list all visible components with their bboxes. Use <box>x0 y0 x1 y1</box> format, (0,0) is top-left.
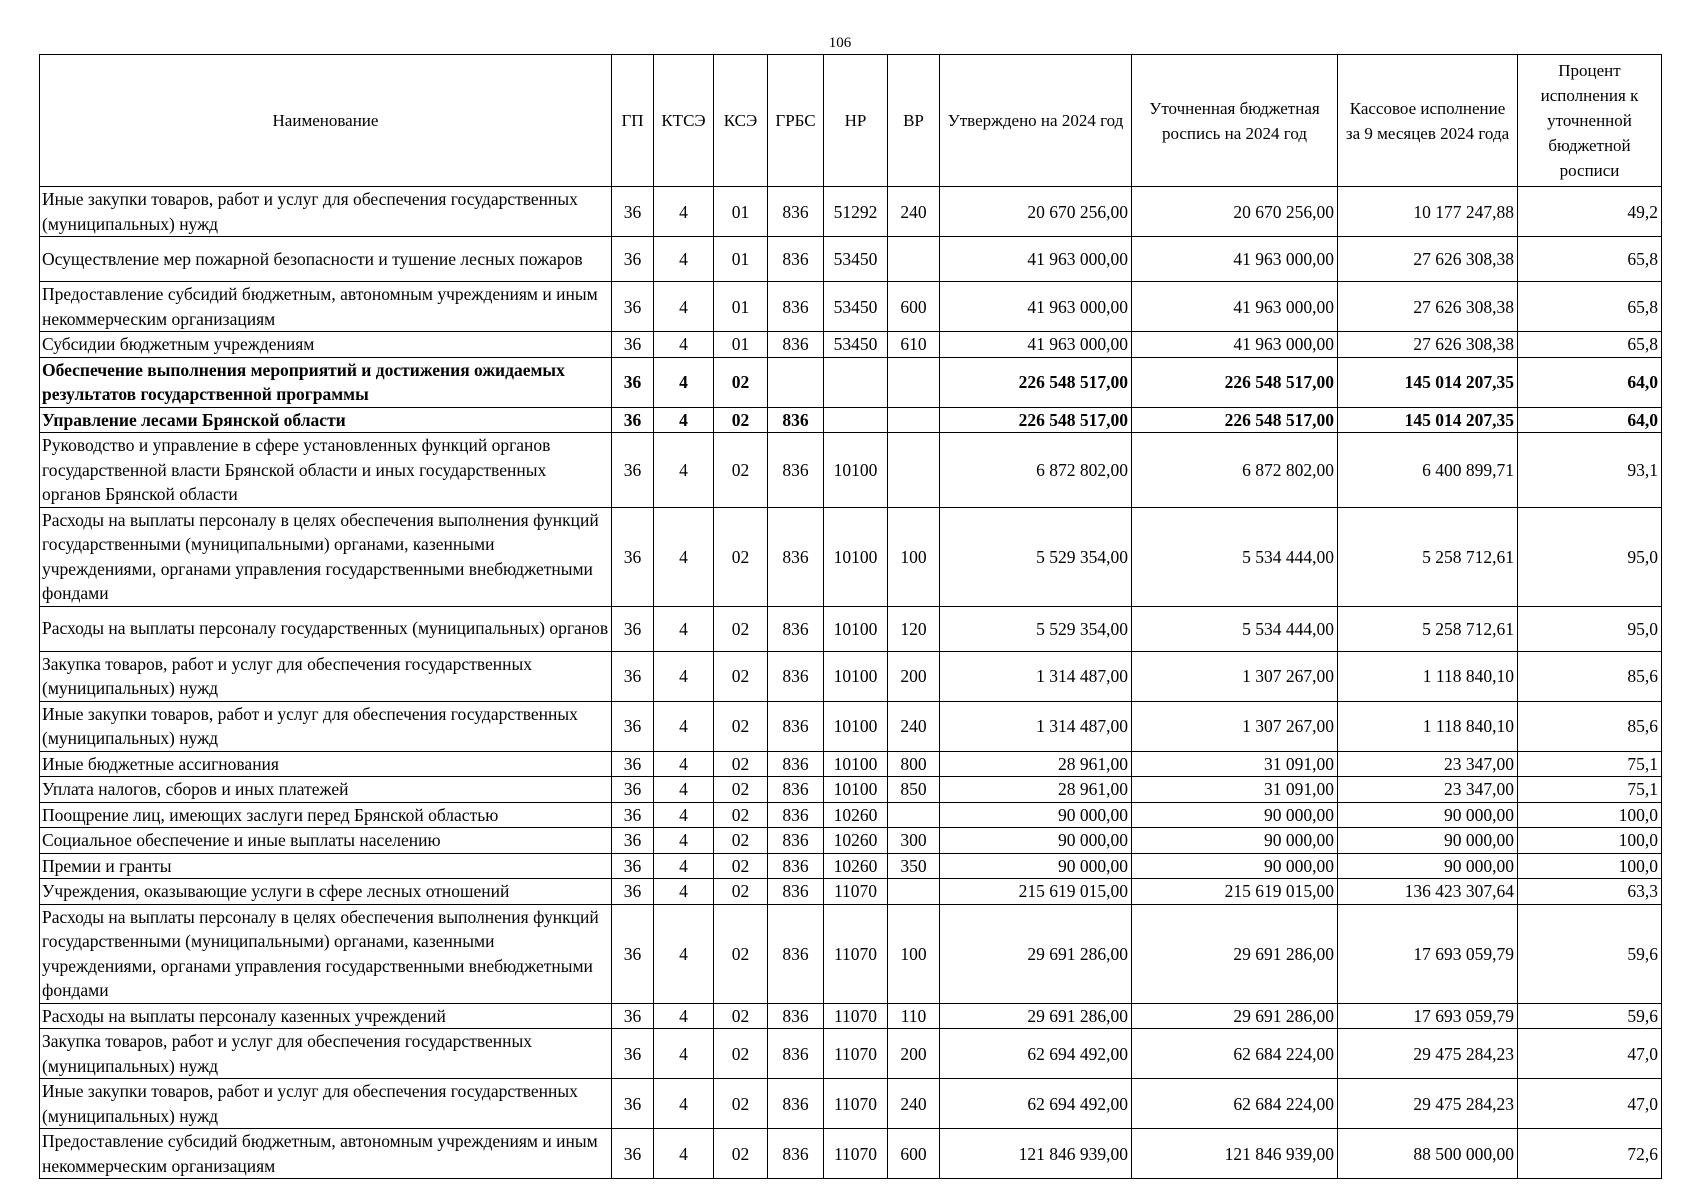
cell-gp: 36 <box>612 1079 654 1129</box>
cell-vr <box>888 237 940 282</box>
cell-gp: 36 <box>612 879 654 905</box>
cell-percent: 100,0 <box>1518 853 1662 879</box>
cell-nr: 53450 <box>824 237 888 282</box>
cell-gp: 36 <box>612 357 654 407</box>
cell-vr: 240 <box>888 701 940 751</box>
cell-cash: 6 400 899,71 <box>1338 433 1518 508</box>
cell-gp: 36 <box>612 828 654 854</box>
cell-kse: 02 <box>714 751 768 777</box>
cell-refined: 31 091,00 <box>1132 751 1338 777</box>
cell-vr: 350 <box>888 853 940 879</box>
cell-approved: 28 961,00 <box>940 777 1132 803</box>
cell-ktse: 4 <box>654 433 714 508</box>
cell-cash: 27 626 308,38 <box>1338 237 1518 282</box>
cell-name: Обеспечение выполнения мероприятий и достижения ожидаемых результатов государственной программы <box>40 357 612 407</box>
cell-percent: 64,0 <box>1518 357 1662 407</box>
cell-cash: 29 475 284,23 <box>1338 1079 1518 1129</box>
table-row <box>40 777 1662 803</box>
cell-kse: 01 <box>714 187 768 237</box>
cell-nr: 10260 <box>824 802 888 828</box>
cell-refined: 226 548 517,00 <box>1132 357 1338 407</box>
table-row <box>40 879 1662 905</box>
header-vr: ВР <box>888 55 940 187</box>
cell-nr: 11070 <box>824 1029 888 1079</box>
cell-approved: 1 314 487,00 <box>940 651 1132 701</box>
cell-name: Предоставление субсидий бюджетным, автономным учреждениям и иным некоммерческим организациям <box>40 1129 612 1179</box>
cell-kse: 02 <box>714 1003 768 1029</box>
cell-refined: 90 000,00 <box>1132 853 1338 879</box>
cell-grbs: 836 <box>768 701 824 751</box>
cell-kse: 02 <box>714 904 768 1003</box>
table-row <box>40 1079 1662 1129</box>
cell-cash: 136 423 307,64 <box>1338 879 1518 905</box>
cell-cash: 90 000,00 <box>1338 853 1518 879</box>
cell-grbs: 836 <box>768 651 824 701</box>
cell-cash: 17 693 059,79 <box>1338 904 1518 1003</box>
cell-grbs: 836 <box>768 777 824 803</box>
cell-percent: 47,0 <box>1518 1079 1662 1129</box>
cell-cash: 1 118 840,10 <box>1338 701 1518 751</box>
cell-grbs: 836 <box>768 1029 824 1079</box>
cell-refined: 226 548 517,00 <box>1132 407 1338 433</box>
cell-nr: 11070 <box>824 1079 888 1129</box>
cell-percent: 63,3 <box>1518 879 1662 905</box>
cell-nr: 53450 <box>824 332 888 358</box>
table-row <box>40 751 1662 777</box>
table-row <box>40 828 1662 854</box>
cell-vr: 850 <box>888 777 940 803</box>
header-approved: Утверждено на 2024 год <box>940 55 1132 187</box>
cell-nr: 10100 <box>824 433 888 508</box>
cell-refined: 62 684 224,00 <box>1132 1029 1338 1079</box>
cell-ktse: 4 <box>654 357 714 407</box>
cell-approved: 62 694 492,00 <box>940 1029 1132 1079</box>
cell-kse: 01 <box>714 332 768 358</box>
cell-ktse: 4 <box>654 332 714 358</box>
table-row <box>40 1129 1662 1179</box>
cell-gp: 36 <box>612 237 654 282</box>
cell-approved: 20 670 256,00 <box>940 187 1132 237</box>
cell-approved: 29 691 286,00 <box>940 1003 1132 1029</box>
cell-name: Иные закупки товаров, работ и услуг для обеспечения государственных (муниципальных) нужд <box>40 187 612 237</box>
cell-name: Поощрение лиц, имеющих заслуги перед Брянской областью <box>40 802 612 828</box>
cell-ktse: 4 <box>654 651 714 701</box>
cell-name: Осуществление мер пожарной безопасности и тушение лесных пожаров <box>40 237 612 282</box>
header-cash: Кассовое исполнение за 9 месяцев 2024 года <box>1338 55 1518 187</box>
cell-cash: 23 347,00 <box>1338 751 1518 777</box>
cell-refined: 5 534 444,00 <box>1132 507 1338 606</box>
cell-refined: 5 534 444,00 <box>1132 606 1338 651</box>
table-row <box>40 507 1662 606</box>
cell-name: Руководство и управление в сфере установленных функций органов государственной власти Брянской области и иных государственных органов Брянской области <box>40 433 612 508</box>
table-row <box>40 1003 1662 1029</box>
table-row <box>40 802 1662 828</box>
cell-nr: 11070 <box>824 879 888 905</box>
cell-grbs: 836 <box>768 802 824 828</box>
cell-vr <box>888 802 940 828</box>
cell-percent: 59,6 <box>1518 904 1662 1003</box>
cell-refined: 215 619 015,00 <box>1132 879 1338 905</box>
cell-name: Иные закупки товаров, работ и услуг для обеспечения государственных (муниципальных) нужд <box>40 701 612 751</box>
cell-vr: 300 <box>888 828 940 854</box>
cell-name: Управление лесами Брянской области <box>40 407 612 433</box>
cell-kse: 02 <box>714 1079 768 1129</box>
cell-refined: 121 846 939,00 <box>1132 1129 1338 1179</box>
cell-approved: 62 694 492,00 <box>940 1079 1132 1129</box>
cell-cash: 10 177 247,88 <box>1338 187 1518 237</box>
cell-nr: 10100 <box>824 751 888 777</box>
cell-nr <box>824 357 888 407</box>
cell-ktse: 4 <box>654 606 714 651</box>
cell-refined: 29 691 286,00 <box>1132 1003 1338 1029</box>
table-row <box>40 187 1662 237</box>
table-row <box>40 282 1662 332</box>
page-number: 106 <box>828 35 852 51</box>
cell-kse: 02 <box>714 1129 768 1179</box>
cell-name: Иные закупки товаров, работ и услуг для обеспечения государственных (муниципальных) нужд <box>40 1079 612 1129</box>
cell-percent: 72,6 <box>1518 1129 1662 1179</box>
cell-kse: 02 <box>714 701 768 751</box>
header-row <box>40 55 1662 187</box>
cell-percent: 75,1 <box>1518 751 1662 777</box>
cell-cash: 27 626 308,38 <box>1338 282 1518 332</box>
cell-cash: 1 118 840,10 <box>1338 651 1518 701</box>
cell-nr: 11070 <box>824 1129 888 1179</box>
cell-grbs: 836 <box>768 507 824 606</box>
header-kse: КСЭ <box>714 55 768 187</box>
cell-ktse: 4 <box>654 777 714 803</box>
cell-percent: 100,0 <box>1518 828 1662 854</box>
cell-vr: 600 <box>888 282 940 332</box>
cell-approved: 121 846 939,00 <box>940 1129 1132 1179</box>
cell-kse: 02 <box>714 507 768 606</box>
cell-approved: 6 872 802,00 <box>940 433 1132 508</box>
cell-grbs: 836 <box>768 606 824 651</box>
cell-kse: 02 <box>714 357 768 407</box>
cell-kse: 01 <box>714 237 768 282</box>
cell-percent: 93,1 <box>1518 433 1662 508</box>
cell-gp: 36 <box>612 433 654 508</box>
cell-vr: 600 <box>888 1129 940 1179</box>
header-grbs: ГРБС <box>768 55 824 187</box>
cell-name: Расходы на выплаты персоналу в целях обеспечения выполнения функций государственными (муниципальными) органами, казенными учреждениями, органами управления государственными внебюджетными фондами <box>40 904 612 1003</box>
cell-name: Уплата налогов, сборов и иных платежей <box>40 777 612 803</box>
cell-grbs: 836 <box>768 853 824 879</box>
cell-gp: 36 <box>612 1029 654 1079</box>
cell-name: Расходы на выплаты персоналу государственных (муниципальных) органов <box>40 606 612 651</box>
cell-name: Социальное обеспечение и иные выплаты населению <box>40 828 612 854</box>
cell-cash: 90 000,00 <box>1338 802 1518 828</box>
cell-grbs: 836 <box>768 751 824 777</box>
cell-ktse: 4 <box>654 853 714 879</box>
cell-vr: 100 <box>888 507 940 606</box>
table-row <box>40 357 1662 407</box>
header-nr: НР <box>824 55 888 187</box>
cell-gp: 36 <box>612 751 654 777</box>
cell-ktse: 4 <box>654 1129 714 1179</box>
cell-grbs: 836 <box>768 187 824 237</box>
cell-percent: 65,8 <box>1518 237 1662 282</box>
cell-ktse: 4 <box>654 1029 714 1079</box>
cell-approved: 29 691 286,00 <box>940 904 1132 1003</box>
table-row <box>40 407 1662 433</box>
cell-kse: 02 <box>714 606 768 651</box>
cell-gp: 36 <box>612 606 654 651</box>
cell-name: Иные бюджетные ассигнования <box>40 751 612 777</box>
cell-vr <box>888 433 940 508</box>
cell-nr: 10100 <box>824 777 888 803</box>
header-name: Наименование <box>40 55 612 187</box>
cell-vr: 110 <box>888 1003 940 1029</box>
cell-refined: 20 670 256,00 <box>1132 187 1338 237</box>
cell-grbs <box>768 357 824 407</box>
cell-gp: 36 <box>612 407 654 433</box>
cell-percent: 100,0 <box>1518 802 1662 828</box>
cell-vr: 120 <box>888 606 940 651</box>
cell-gp: 36 <box>612 651 654 701</box>
table-row <box>40 651 1662 701</box>
cell-approved: 28 961,00 <box>940 751 1132 777</box>
table-row <box>40 332 1662 358</box>
cell-vr: 240 <box>888 187 940 237</box>
cell-approved: 5 529 354,00 <box>940 606 1132 651</box>
table-row <box>40 606 1662 651</box>
cell-ktse: 4 <box>654 282 714 332</box>
cell-cash: 145 014 207,35 <box>1338 407 1518 433</box>
table-row <box>40 237 1662 282</box>
cell-vr <box>888 879 940 905</box>
cell-refined: 31 091,00 <box>1132 777 1338 803</box>
cell-gp: 36 <box>612 332 654 358</box>
cell-cash: 17 693 059,79 <box>1338 1003 1518 1029</box>
cell-approved: 41 963 000,00 <box>940 282 1132 332</box>
cell-refined: 41 963 000,00 <box>1132 282 1338 332</box>
cell-percent: 95,0 <box>1518 507 1662 606</box>
cell-nr: 10100 <box>824 651 888 701</box>
cell-cash: 5 258 712,61 <box>1338 606 1518 651</box>
cell-kse: 02 <box>714 879 768 905</box>
cell-vr: 610 <box>888 332 940 358</box>
cell-grbs: 836 <box>768 433 824 508</box>
cell-name: Расходы на выплаты персоналу казенных учреждений <box>40 1003 612 1029</box>
cell-percent: 95,0 <box>1518 606 1662 651</box>
cell-grbs: 836 <box>768 904 824 1003</box>
cell-refined: 90 000,00 <box>1132 828 1338 854</box>
cell-vr: 240 <box>888 1079 940 1129</box>
cell-nr: 10260 <box>824 853 888 879</box>
cell-kse: 02 <box>714 433 768 508</box>
cell-approved: 41 963 000,00 <box>940 237 1132 282</box>
cell-gp: 36 <box>612 853 654 879</box>
cell-ktse: 4 <box>654 701 714 751</box>
cell-gp: 36 <box>612 507 654 606</box>
cell-gp: 36 <box>612 187 654 237</box>
cell-ktse: 4 <box>654 407 714 433</box>
cell-cash: 27 626 308,38 <box>1338 332 1518 358</box>
table-row <box>40 904 1662 1003</box>
cell-cash: 90 000,00 <box>1338 828 1518 854</box>
cell-approved: 90 000,00 <box>940 853 1132 879</box>
cell-ktse: 4 <box>654 828 714 854</box>
cell-ktse: 4 <box>654 904 714 1003</box>
header-gp: ГП <box>612 55 654 187</box>
cell-vr <box>888 357 940 407</box>
cell-nr: 11070 <box>824 1003 888 1029</box>
cell-nr: 10100 <box>824 701 888 751</box>
cell-percent: 59,6 <box>1518 1003 1662 1029</box>
cell-approved: 90 000,00 <box>940 828 1132 854</box>
table-row <box>40 701 1662 751</box>
cell-refined: 1 307 267,00 <box>1132 701 1338 751</box>
cell-percent: 64,0 <box>1518 407 1662 433</box>
cell-cash: 145 014 207,35 <box>1338 357 1518 407</box>
cell-gp: 36 <box>612 282 654 332</box>
cell-kse: 02 <box>714 802 768 828</box>
cell-nr: 53450 <box>824 282 888 332</box>
cell-name: Учреждения, оказывающие услуги в сфере лесных отношений <box>40 879 612 905</box>
cell-approved: 41 963 000,00 <box>940 332 1132 358</box>
cell-nr: 10100 <box>824 606 888 651</box>
cell-kse: 02 <box>714 853 768 879</box>
cell-vr <box>888 407 940 433</box>
table-row <box>40 853 1662 879</box>
cell-nr: 51292 <box>824 187 888 237</box>
cell-cash: 5 258 712,61 <box>1338 507 1518 606</box>
cell-grbs: 836 <box>768 1079 824 1129</box>
cell-name: Предоставление субсидий бюджетным, автономным учреждениям и иным некоммерческим организациям <box>40 282 612 332</box>
cell-kse: 02 <box>714 828 768 854</box>
cell-percent: 75,1 <box>1518 777 1662 803</box>
cell-cash: 23 347,00 <box>1338 777 1518 803</box>
cell-kse: 02 <box>714 1029 768 1079</box>
cell-approved: 1 314 487,00 <box>940 701 1132 751</box>
cell-nr: 11070 <box>824 904 888 1003</box>
cell-gp: 36 <box>612 802 654 828</box>
cell-percent: 85,6 <box>1518 651 1662 701</box>
cell-percent: 47,0 <box>1518 1029 1662 1079</box>
cell-ktse: 4 <box>654 751 714 777</box>
table-row <box>40 433 1662 508</box>
cell-refined: 41 963 000,00 <box>1132 237 1338 282</box>
cell-ktse: 4 <box>654 1003 714 1029</box>
cell-percent: 65,8 <box>1518 332 1662 358</box>
cell-refined: 6 872 802,00 <box>1132 433 1338 508</box>
cell-ktse: 4 <box>654 237 714 282</box>
cell-ktse: 4 <box>654 187 714 237</box>
cell-grbs: 836 <box>768 1003 824 1029</box>
cell-kse: 02 <box>714 407 768 433</box>
cell-cash: 29 475 284,23 <box>1338 1029 1518 1079</box>
header-refined: Уточненная бюджетная роспись на 2024 год <box>1132 55 1338 187</box>
cell-name: Субсидии бюджетным учреждениям <box>40 332 612 358</box>
cell-grbs: 836 <box>768 407 824 433</box>
cell-percent: 65,8 <box>1518 282 1662 332</box>
cell-name: Закупка товаров, работ и услуг для обеспечения государственных (муниципальных) нужд <box>40 651 612 701</box>
cell-vr: 200 <box>888 651 940 701</box>
cell-refined: 41 963 000,00 <box>1132 332 1338 358</box>
cell-grbs: 836 <box>768 1129 824 1179</box>
cell-grbs: 836 <box>768 879 824 905</box>
cell-approved: 226 548 517,00 <box>940 357 1132 407</box>
header-percent: Процент исполнения к уточненной бюджетной росписи <box>1518 55 1662 187</box>
cell-gp: 36 <box>612 904 654 1003</box>
cell-vr: 100 <box>888 904 940 1003</box>
cell-name: Закупка товаров, работ и услуг для обеспечения государственных (муниципальных) нужд <box>40 1029 612 1079</box>
cell-grbs: 836 <box>768 237 824 282</box>
cell-approved: 226 548 517,00 <box>940 407 1132 433</box>
cell-grbs: 836 <box>768 828 824 854</box>
cell-grbs: 836 <box>768 282 824 332</box>
cell-nr <box>824 407 888 433</box>
cell-kse: 01 <box>714 282 768 332</box>
cell-gp: 36 <box>612 1129 654 1179</box>
cell-refined: 90 000,00 <box>1132 802 1338 828</box>
header-ktse: КТСЭ <box>654 55 714 187</box>
cell-ktse: 4 <box>654 1079 714 1129</box>
cell-gp: 36 <box>612 1003 654 1029</box>
cell-nr: 10100 <box>824 507 888 606</box>
cell-refined: 1 307 267,00 <box>1132 651 1338 701</box>
cell-vr: 200 <box>888 1029 940 1079</box>
cell-grbs: 836 <box>768 332 824 358</box>
cell-nr: 10260 <box>824 828 888 854</box>
cell-gp: 36 <box>612 701 654 751</box>
cell-approved: 90 000,00 <box>940 802 1132 828</box>
cell-percent: 85,6 <box>1518 701 1662 751</box>
table-row <box>40 1029 1662 1079</box>
cell-kse: 02 <box>714 777 768 803</box>
cell-vr: 800 <box>888 751 940 777</box>
cell-ktse: 4 <box>654 802 714 828</box>
cell-refined: 62 684 224,00 <box>1132 1079 1338 1129</box>
cell-name: Расходы на выплаты персоналу в целях обеспечения выполнения функций государственными (муниципальными) органами, казенными учреждениями, органами управления государственными внебюджетными фондами <box>40 507 612 606</box>
cell-refined: 29 691 286,00 <box>1132 904 1338 1003</box>
cell-percent: 49,2 <box>1518 187 1662 237</box>
cell-ktse: 4 <box>654 879 714 905</box>
cell-kse: 02 <box>714 651 768 701</box>
cell-approved: 215 619 015,00 <box>940 879 1132 905</box>
table-body <box>40 187 1662 1179</box>
cell-ktse: 4 <box>654 507 714 606</box>
cell-gp: 36 <box>612 777 654 803</box>
cell-approved: 5 529 354,00 <box>940 507 1132 606</box>
budget-table <box>39 54 1662 1179</box>
cell-cash: 88 500 000,00 <box>1338 1129 1518 1179</box>
cell-name: Премии и гранты <box>40 853 612 879</box>
